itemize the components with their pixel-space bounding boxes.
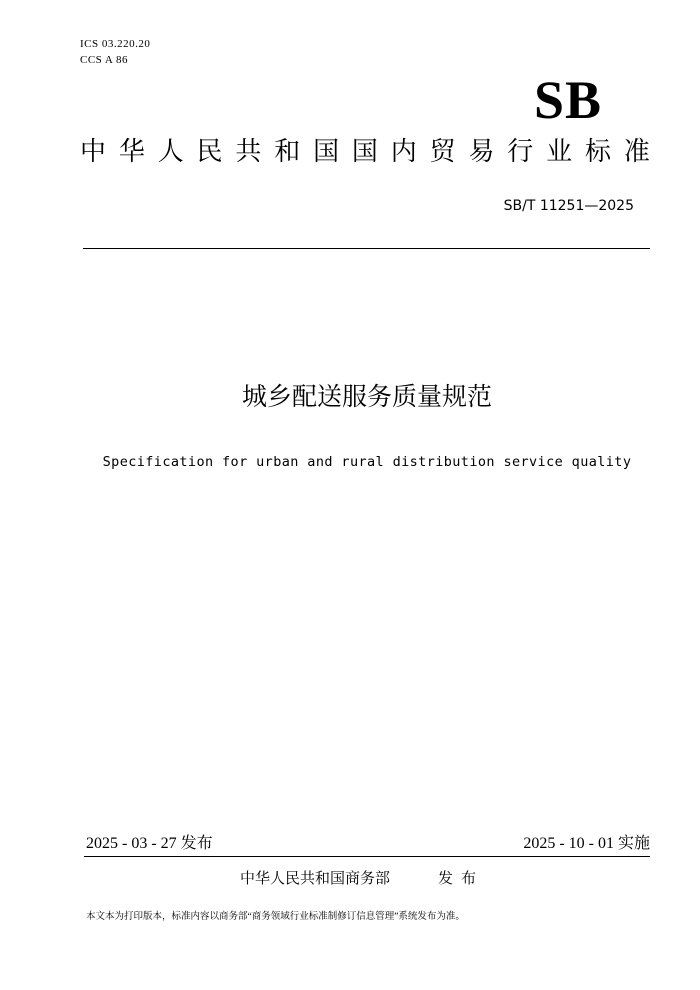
category-char: 中 <box>80 137 107 167</box>
category-char: 标 <box>584 137 611 167</box>
category-char: 内 <box>390 137 417 167</box>
ics-code: ICS 03.220.20 <box>80 38 151 50</box>
issuing-authority: 中华人民共和国商务部 <box>240 869 391 887</box>
bottom-divider <box>84 856 650 857</box>
ccs-code: CCS A 86 <box>80 54 129 66</box>
category-char: 华 <box>118 137 145 167</box>
implementation-date: 2025 - 10 - 01 实施 <box>523 835 650 852</box>
category-char: 准 <box>623 137 650 167</box>
category-char: 国 <box>351 137 378 167</box>
document-title-en: Specification for urban and rural distribution service quality <box>102 454 632 470</box>
print-version-note: 本文本为打印版本，标准内容以商务部“商务领域行业标准制修订信息管理”系统发布为准。 <box>86 912 465 922</box>
top-divider <box>83 248 650 249</box>
standard-number: SB/T 11251—2025 <box>503 198 634 214</box>
category-char: 易 <box>468 137 495 167</box>
category-char: 共 <box>235 137 262 167</box>
category-char: 行 <box>507 137 534 167</box>
category-char: 业 <box>546 137 573 167</box>
category-char: 民 <box>196 137 223 167</box>
category-char: 贸 <box>429 137 456 167</box>
standard-category-title <box>80 132 650 172</box>
issue-date: 2025 - 03 - 27 发布 <box>86 835 213 852</box>
category-char: 和 <box>274 137 301 167</box>
sb-logo: SB <box>533 70 602 130</box>
category-char: 人 <box>157 137 184 167</box>
document-title-zh: 城乡配送服务质量规范 <box>241 382 492 411</box>
category-char: 国 <box>313 137 340 167</box>
issue-verb: 发布 <box>438 869 485 887</box>
